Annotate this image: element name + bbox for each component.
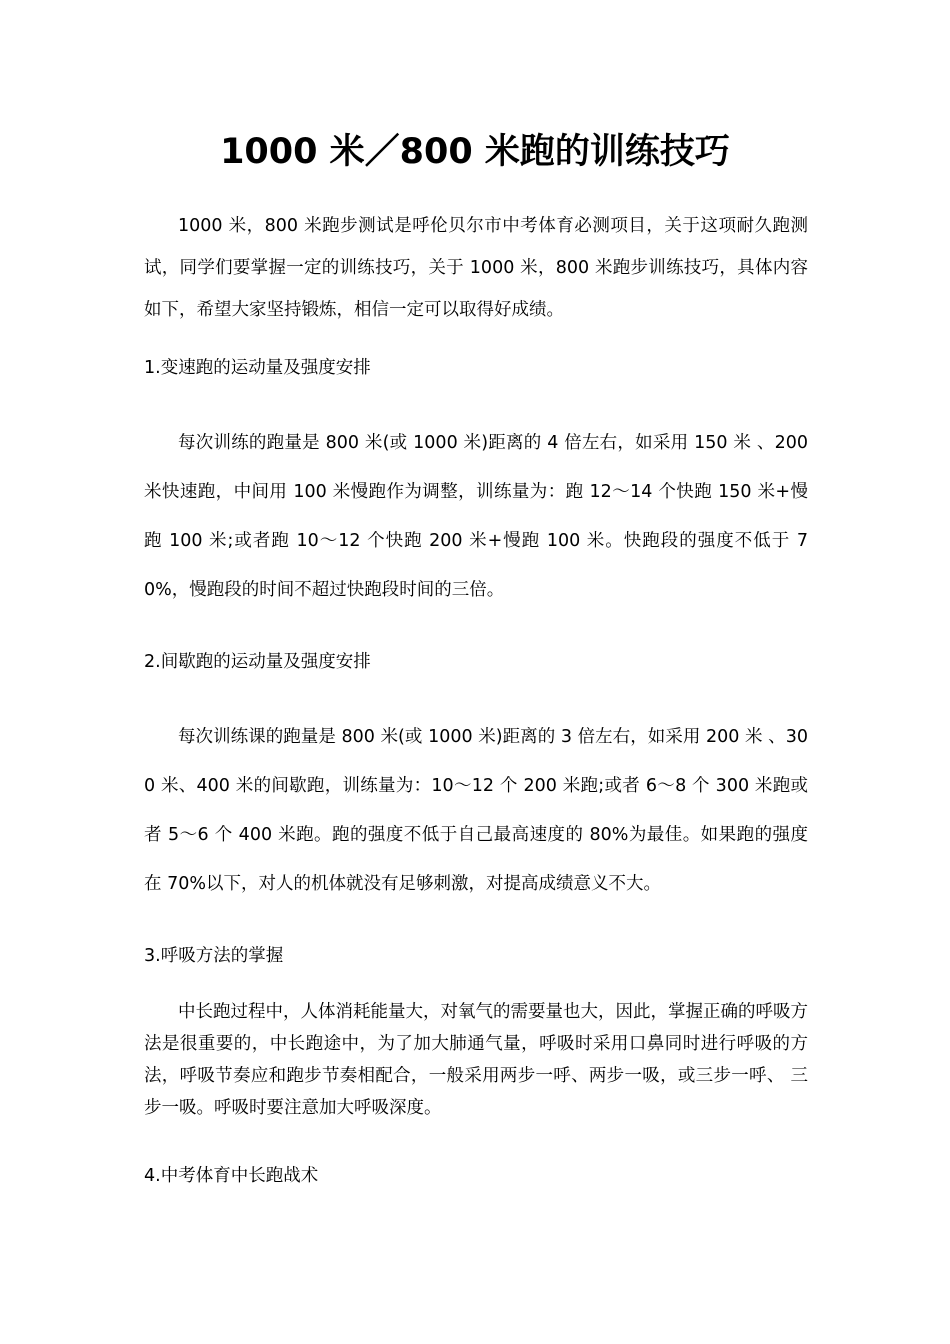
section-body-3: 中长跑过程中，人体消耗能量大，对氧气的需要量也大，因此，掌握正确的呼吸方法是很重要的，中长跑途中，为了加大肺通气量，呼吸时采用口鼻同时进行呼吸的方法，呼吸节奏应和跑步节奏相配合，一般采用两步一呼、两步一吸，或三步一呼、 三步一吸。呼吸时要注意加大呼吸深度。 — [144, 1002, 808, 1118]
intro-paragraph: 1000 米，800 米跑步测试是呼伦贝尔市中考体育必测项目，关于这项耐久跑测试，同学们要掌握一定的训练技巧，关于 1000 米，800 米跑步训练技巧，具体内容如下，希望大家坚持锻炼，相信一定可以取得好成绩。 — [144, 216, 808, 320]
section-heading-4: 4.中考体育中长跑战术 — [144, 1166, 319, 1186]
section-body-1: 每次训练的跑量是 800 米(或 1000 米)距离的 4 倍左右，如采用 150 米 、200 米快速跑，中间用 100 米慢跑作为调整，训练量为：跑 12～14 个快跑 150 米+慢跑 100 米;或者跑 10～12 个快跑 200 米+慢跑 100 米。快跑段的强度不低于 70%，慢跑段的时间不超过快跑段时间的三倍。 — [144, 433, 808, 600]
section-body-2: 每次训练课的跑量是 800 米(或 1000 米)距离的 3 倍左右，如采用 200 米 、300 米、400 米的间歇跑，训练量为：10～12 个 200 米跑;或者 6～8 个 300 米跑或者 5～6 个 400 米跑。跑的强度不低于自己最高速度的 80%为最佳。如果跑的强度在 70%以下，对人的机体就没有足够刺激，对提高成绩意义不大。 — [144, 727, 808, 894]
section-heading-3: 3.呼吸方法的掌握 — [144, 946, 284, 966]
section-heading-1: 1.变速跑的运动量及强度安排 — [144, 358, 371, 378]
section-heading-2: 2.间歇跑的运动量及强度安排 — [144, 652, 371, 672]
document-title: 1000 米／800 米跑的训练技巧 — [220, 132, 730, 172]
